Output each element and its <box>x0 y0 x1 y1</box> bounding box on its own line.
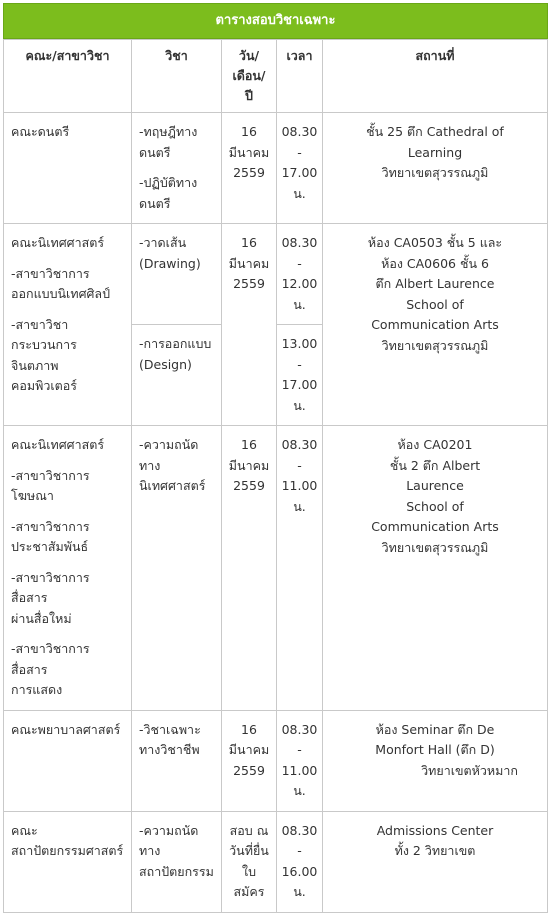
venue-line: Admissions Center <box>376 822 494 838</box>
faculty-line: -สาขาวิชาการ <box>11 518 90 534</box>
time-line: 08.30 <box>281 822 318 838</box>
date-line: สมัคร <box>233 884 265 899</box>
faculty-line: คณะดนตรี <box>11 124 70 139</box>
faculty-line: -สาขาวิชาการ <box>11 265 90 281</box>
time-cell <box>277 426 323 711</box>
faculty-item <box>11 466 124 507</box>
date-line: 2559 <box>233 478 265 493</box>
faculty-item <box>11 435 124 456</box>
time-line: 13.00 <box>281 336 318 351</box>
table-row <box>4 811 548 912</box>
header-row <box>4 40 548 113</box>
venue-line: ห้อง CA0606 ชั้น 6 <box>381 255 489 271</box>
venue-cell <box>323 710 548 811</box>
faculty-item <box>11 233 124 254</box>
time-line: น. <box>293 884 306 899</box>
subject-cell <box>132 426 222 711</box>
time-cell <box>277 710 323 811</box>
date-cell <box>222 426 277 711</box>
date-line: 2559 <box>233 165 265 180</box>
time-line: 08.30 <box>281 721 318 737</box>
time-line: 08.30 <box>281 124 318 139</box>
time-cell <box>277 325 323 426</box>
venue-line: Communication Arts <box>371 519 499 534</box>
venue-line: School of <box>406 498 464 514</box>
venue-line: วิทยาเขตสุวรรณภูมิ <box>381 539 489 555</box>
faculty-line: จินตภาพ <box>11 357 59 373</box>
subject-line: -ความถนัด <box>139 437 199 452</box>
faculty-line: โฆษณา <box>11 488 54 503</box>
faculty-item <box>11 568 124 630</box>
header-date-line: ปี <box>245 88 253 103</box>
subject-line: -วาดเส้น <box>139 235 187 250</box>
time-cell <box>277 224 323 325</box>
subject-line: ดนตรี <box>139 195 171 211</box>
venue-line: วิทยาเขตสุวรรณภูมิ <box>381 337 489 353</box>
header-date <box>222 40 277 113</box>
time-line: 16.00 <box>281 863 318 879</box>
faculty-line: คณะนิเทศศาสตร์ <box>11 437 105 452</box>
venue-line: ห้อง Seminar ตึก De <box>375 721 495 737</box>
date-line: มีนาคม <box>228 457 270 473</box>
faculty-item <box>11 517 124 558</box>
faculty-cell <box>4 224 132 426</box>
table-row <box>4 224 548 325</box>
date-line: 16 <box>241 437 257 452</box>
header-time: เวลา <box>277 40 323 113</box>
subject-line: ทางวิชาชีพ <box>139 742 200 757</box>
faculty-line: -สาขาวิชาการสื่อสาร <box>11 641 90 677</box>
header-faculty: คณะ/สาขาวิชา <box>4 40 132 113</box>
time-line: 08.30 <box>281 235 318 250</box>
subject-cell <box>132 325 222 426</box>
venue-line: Learning <box>407 144 463 160</box>
time-cell <box>277 113 323 224</box>
header-date-line: วัน/ <box>238 48 260 63</box>
time-line: 11.00 <box>281 762 318 778</box>
time-line: - <box>297 255 302 271</box>
subject-cell <box>132 113 222 224</box>
date-cell <box>222 811 277 912</box>
faculty-cell <box>4 426 132 711</box>
faculty-line: การแสดง <box>11 682 63 697</box>
date-cell <box>222 224 277 426</box>
subject-line: สถาปัตยกรรม <box>139 863 214 879</box>
faculty-line: คณะนิเทศศาสตร์ <box>11 235 105 250</box>
subject-item <box>139 173 214 214</box>
faculty-line: คณะ <box>11 822 38 838</box>
venue-line: School of <box>406 296 464 312</box>
time-line: น. <box>293 498 306 514</box>
subject-line: ทาง <box>139 457 161 473</box>
faculty-cell <box>4 113 132 224</box>
subject-line: (Design) <box>139 356 192 372</box>
venue-line: Communication Arts <box>371 317 499 332</box>
table-row <box>4 113 548 224</box>
date-line: 16 <box>241 124 257 139</box>
faculty-item <box>11 264 124 305</box>
date-line: มีนาคม <box>228 144 270 160</box>
venue-line: ชั้น 25 ตึก Cathedral of <box>366 124 504 139</box>
date-line: 16 <box>241 235 257 250</box>
venue-cell <box>323 811 548 912</box>
date-line: 16 <box>241 721 257 737</box>
faculty-cell <box>4 811 132 912</box>
date-line: 2559 <box>233 762 265 778</box>
date-cell <box>222 710 277 811</box>
subject-line: นิเทศศาสตร์ <box>139 478 206 493</box>
table-row <box>4 426 548 711</box>
date-line: ใบ <box>241 863 257 879</box>
time-line: น. <box>293 783 306 798</box>
faculty-line: คณะพยาบาลศาสตร์ <box>11 721 121 737</box>
venue-cell <box>323 426 548 711</box>
venue-cell <box>323 224 548 426</box>
time-cell <box>277 811 323 912</box>
venue-line: Monfort Hall (ตึก D) <box>375 742 495 757</box>
time-line: น. <box>293 397 306 413</box>
subject-line: (Drawing) <box>139 255 201 271</box>
time-line: - <box>297 742 302 757</box>
subject-line: ดนตรี <box>139 144 171 160</box>
time-line: น. <box>293 185 306 201</box>
venue-line: ชั้น 2 ตึก Albert <box>389 457 481 473</box>
venue-line: ห้อง CA0201 <box>397 437 473 452</box>
header-date-line: เดือน/ <box>232 68 266 83</box>
time-line: - <box>297 457 302 473</box>
subject-cell <box>132 224 222 325</box>
time-line: - <box>297 356 302 372</box>
subject-line: -ปฏิบัติทาง <box>139 175 198 190</box>
date-cell <box>222 113 277 224</box>
venue-cell <box>323 113 548 224</box>
time-line: 12.00 <box>281 276 318 291</box>
faculty-line: ผ่านสื่อใหม่ <box>11 610 72 626</box>
subject-line: -ความถนัด <box>139 822 199 838</box>
subject-item <box>139 122 214 163</box>
subject-cell <box>132 811 222 912</box>
venue-line: ห้อง CA0503 ชั้น 5 และ <box>367 235 503 250</box>
faculty-line: กระบวนการ <box>11 337 77 352</box>
faculty-line: ออกแบบนิเทศศิลป์ <box>11 286 111 301</box>
faculty-line: -สาขาวิชา <box>11 316 69 332</box>
faculty-item <box>11 639 124 701</box>
table-caption: ตารางสอบวิชาเฉพาะ <box>3 3 548 39</box>
venue-line: Laurence <box>406 478 464 493</box>
subject-line: -ทฤษฎีทาง <box>139 124 198 139</box>
date-line: 2559 <box>233 276 265 291</box>
venue-line: ตึก Albert Laurence <box>375 276 495 291</box>
header-subject: วิชา <box>132 40 222 113</box>
subject-line: ทาง <box>139 843 161 858</box>
faculty-line: ประชาสัมพันธ์ <box>11 539 89 554</box>
faculty-item <box>11 315 124 397</box>
time-line: - <box>297 843 302 858</box>
subject-line: -วิชาเฉพาะ <box>139 721 201 737</box>
date-line: วันที่ยื่น <box>229 843 269 858</box>
time-line: 17.00 <box>281 165 318 180</box>
table-row <box>4 710 548 811</box>
exam-schedule-table <box>3 3 548 913</box>
time-line: 11.00 <box>281 478 318 493</box>
venue-line: วิทยาเขตหัวหมาก <box>421 762 518 778</box>
date-line: สอบ ณ <box>229 822 269 838</box>
venue-line: ทั้ง 2 วิทยาเขต <box>394 843 476 858</box>
time-line: - <box>297 144 302 160</box>
subject-cell <box>132 710 222 811</box>
time-line: 08.30 <box>281 437 318 452</box>
time-line: น. <box>293 296 306 312</box>
faculty-cell <box>4 710 132 811</box>
date-line: มีนาคม <box>228 742 270 757</box>
time-line: 17.00 <box>281 377 318 392</box>
faculty-line: -สาขาวิชาการสื่อสาร <box>11 569 90 605</box>
date-line: มีนาคม <box>228 255 270 271</box>
venue-line: วิทยาเขตสุวรรณภูมิ <box>381 165 489 180</box>
subject-line: -การออกแบบ <box>139 336 212 351</box>
faculty-line: สถาปัตยกรรมศาสตร์ <box>11 843 124 858</box>
header-venue: สถานที่ <box>323 40 548 113</box>
faculty-line: คอมพิวเตอร์ <box>11 378 77 393</box>
faculty-line: -สาขาวิชาการ <box>11 467 90 483</box>
